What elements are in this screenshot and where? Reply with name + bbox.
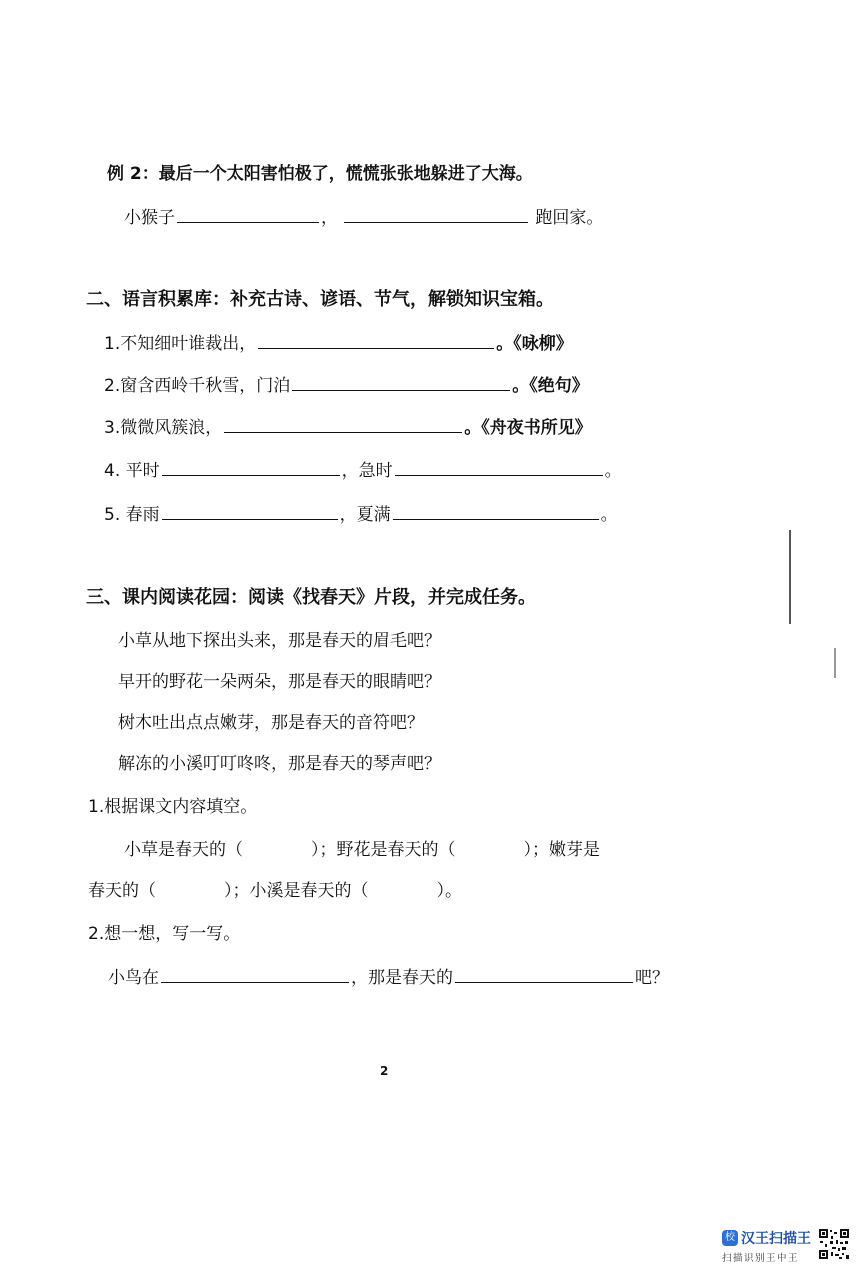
scanner-logo-icon: 校: [722, 1230, 738, 1246]
answer-blank[interactable]: [395, 459, 603, 476]
item-prefix: 5. 春雨: [104, 505, 160, 525]
poem-item-1: [104, 332, 573, 356]
item-suffix: 。《绝句》: [512, 376, 589, 396]
proverb-item-4: [104, 459, 622, 483]
section-3-heading: 三、课内阅读花园：阅读《找春天》片段，并完成任务。: [86, 587, 536, 608]
fill-comma: ，: [321, 208, 338, 228]
watermark-slogan: 扫描识别王中王: [722, 1253, 800, 1264]
watermark-brand: 汉王扫描王: [741, 1231, 811, 1247]
example-2-fill-line: [124, 206, 603, 230]
example-2-text: 最后一个太阳害怕极了，慌慌张张地躲进了大海。: [158, 164, 533, 184]
answer-blank[interactable]: [455, 966, 633, 983]
qr-code-icon: [818, 1228, 850, 1260]
item-prefix: 3.微微风簇浪，: [104, 418, 223, 438]
answer-blank[interactable]: [162, 459, 340, 476]
passage-line: 早开的野花一朵两朵，那是春天的眼睛吧？: [118, 672, 441, 692]
poem-item-3: [104, 416, 592, 440]
question-1-title: 1.根据课文内容填空。: [88, 797, 258, 817]
fill-start: 小猴子: [124, 208, 175, 228]
fill-start: 小鸟在: [108, 968, 159, 988]
item-suffix: 。《舟夜书所见》: [464, 418, 592, 438]
answer-blank[interactable]: [224, 416, 462, 433]
item-prefix: 4. 平时: [104, 461, 160, 481]
item-suffix: 。《咏柳》: [496, 334, 573, 354]
example-2: [107, 162, 533, 186]
item-prefix: 2.窗含西岭千秋雪，门泊: [104, 376, 291, 396]
answer-blank[interactable]: [161, 966, 349, 983]
item-prefix: 1.不知细叶谁裁出，: [104, 334, 257, 354]
fill-end: 吧？: [635, 968, 669, 988]
fill-middle: ，那是春天的: [351, 968, 453, 988]
answer-blank[interactable]: [344, 206, 528, 223]
answer-blank[interactable]: [162, 503, 338, 520]
answer-blank[interactable]: [393, 503, 599, 520]
answer-blank[interactable]: [258, 332, 494, 349]
scan-artifact: [834, 648, 836, 678]
scan-artifact: [789, 530, 791, 624]
question-2-title: 2.想一想，写一写。: [88, 924, 241, 944]
item-suffix: 。: [600, 505, 618, 525]
example-2-label: 例 2：: [107, 164, 159, 184]
item-middle: ，夏满: [339, 505, 391, 525]
answer-blank[interactable]: [177, 206, 319, 223]
question-2-fill-line: [108, 966, 669, 990]
poem-item-2: [104, 374, 589, 398]
item-middle: ，急时: [341, 461, 393, 481]
passage-line: 小草从地下探出头来，那是春天的眉毛吧？: [118, 631, 441, 651]
passage-line: 树木吐出点点嫩芽，那是春天的音符吧？: [118, 713, 424, 733]
question-1-line-1: 小草是春天的（ ）；野花是春天的（ ）；嫩芽是: [124, 840, 600, 860]
proverb-item-5: [104, 503, 618, 527]
fill-end: 跑回家。: [535, 208, 604, 228]
page-number: 2: [380, 1064, 389, 1078]
scanner-watermark: [720, 1226, 852, 1270]
section-2-heading: 二、语言积累库：补充古诗、谚语、节气，解锁知识宝箱。: [86, 289, 554, 310]
question-1-line-2: 春天的（ ）；小溪是春天的（ ）。: [88, 881, 462, 901]
answer-blank[interactable]: [292, 374, 510, 391]
item-suffix: 。: [604, 461, 622, 481]
passage-line: 解冻的小溪叮叮咚咚，那是春天的琴声吧？: [118, 754, 441, 774]
